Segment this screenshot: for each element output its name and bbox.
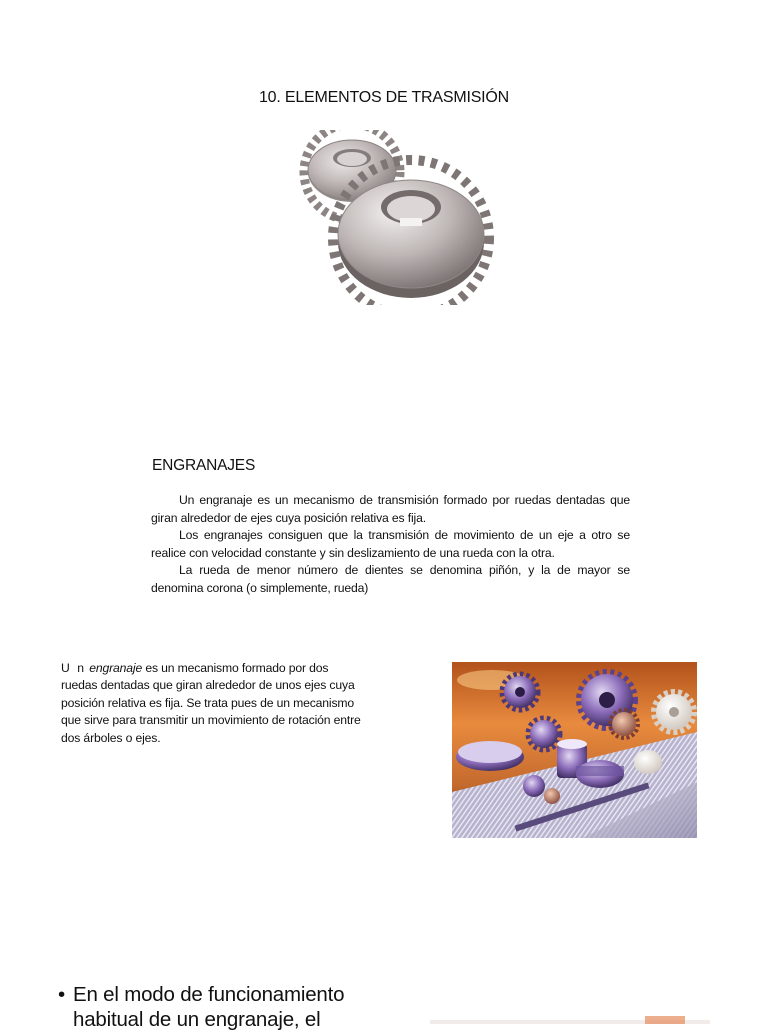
cropped-image-fragment [430,1012,710,1024]
page-title: 10. ELEMENTOS DE TRASMISIÓN [258,89,510,106]
definition-term: engranaje [89,661,143,675]
industrial-gears-photo [452,662,697,838]
definition-paragraph [61,660,361,747]
definition-text: es un mecanismo formado por dos ruedas dentadas que giran alrededor de unos ejes cuya posición relativa es fija. Se trata pues de un mecanismo que sirve para transmitir un movimiento de rotación entre dos árboles o ejes. [61,661,361,745]
paragraph: La rueda de menor número de dientes se denomina piñón, y la de mayor se denomina corona (o simplemente, rueda) [151,563,630,595]
definition-lead: U n [61,661,86,675]
section-heading: ENGRANAJES [152,457,256,474]
bullet-glyph: • [58,983,65,1006]
bullet-item [58,982,393,1032]
two-gears-photo [294,130,499,305]
paragraph: Un engranaje es un mecanismo de transmisión formado por ruedas dentadas que giran alrededor de ejes cuya posición relativa es fija. [151,493,630,525]
section-body [151,492,630,598]
paragraph: Los engranajes consiguen que la transmisión de movimiento de un eje a otro se realice con velocidad constante y sin deslizamiento de una rueda con la otra. [151,528,630,560]
bullet-text: En el modo de funcionamiento habitual de un engranaje, el [73,983,345,1031]
